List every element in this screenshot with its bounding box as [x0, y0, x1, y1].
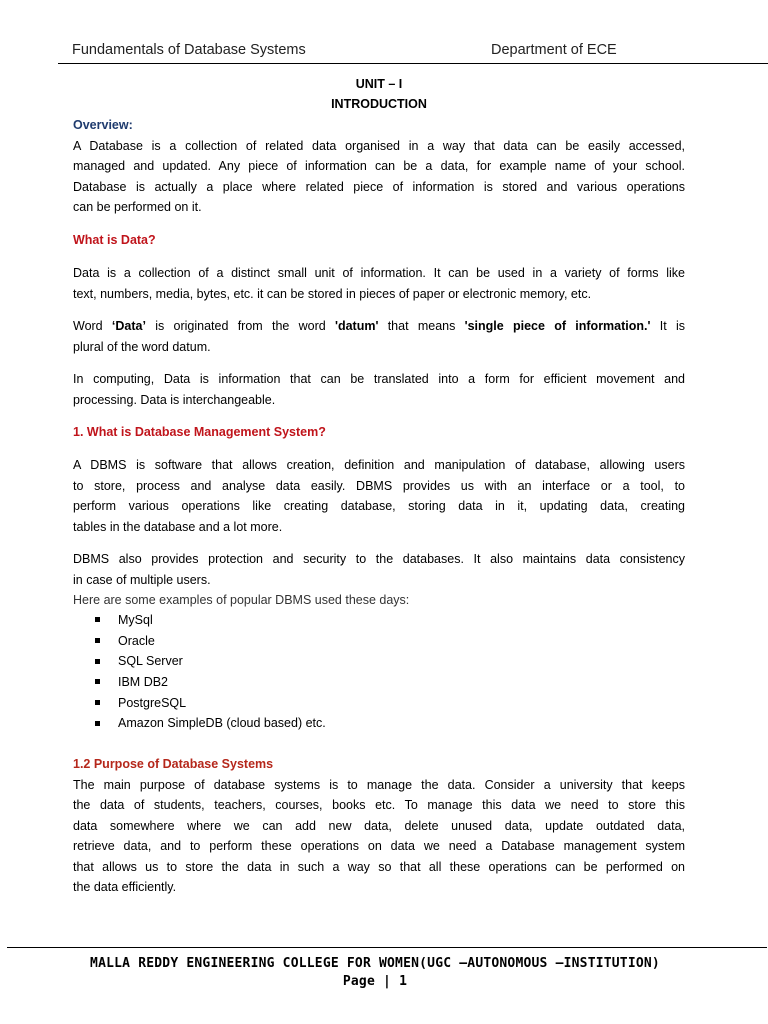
overview-line-1: A Database is a collection of related data organised in a way that data can be easily accessed, [73, 138, 685, 153]
list-item [95, 693, 326, 714]
dbms-examples-list [95, 610, 326, 734]
header-divider [58, 63, 768, 64]
p2-data-term: ‘Data’ [111, 319, 146, 333]
data-p3-line-2: processing. Data is interchangeable. [73, 392, 276, 407]
purpose-line-3: data somewhere where we can add new data, delete unused data, update outdated data, [73, 818, 685, 833]
header-course-title: Fundamentals of Database Systems [72, 42, 306, 58]
list-item-label: MySql [118, 613, 153, 627]
bullet-icon [95, 638, 100, 643]
data-p1-line-2: text, numbers, media, bytes, etc. it can be stored in pieces of paper or electronic memory, etc. [73, 286, 592, 301]
p2-text: is originated from the word [145, 319, 335, 333]
p2-text-2: that means [378, 319, 465, 333]
bullet-icon [95, 617, 100, 622]
dbms-p2-line-1: DBMS also provides protection and security to the databases. It also maintains data consistency [73, 552, 685, 566]
p2-word: Word [73, 319, 112, 333]
chapter-title: INTRODUCTION [331, 97, 427, 111]
list-item-label: Amazon SimpleDB (cloud based) etc. [118, 716, 326, 731]
bullet-icon [95, 700, 100, 705]
dbms-heading: 1. What is Database Management System? [73, 425, 326, 439]
footer-college-name: MALLA REDDY ENGINEERING COLLEGE FOR WOMEN(UGC –AUTONOMOUS –INSTITUTION) [90, 956, 660, 971]
overview-line-2: managed and updated. Any piece of information can be a data, for example name of your school. [73, 159, 685, 173]
purpose-line-4: retrieve data, and to perform these operations on data we need a Database management system [73, 839, 685, 853]
dbms-p1-line-2: to store, process and analyse data easily. DBMS provides us with an interface or a tool, to [73, 478, 685, 493]
list-item [95, 672, 326, 693]
data-p1-line-1: Data is a collection of a distinct small unit of information. It can be used in a variety of forms like [73, 266, 685, 280]
list-item-label: SQL Server [118, 654, 183, 669]
data-p2-line-1 [73, 316, 685, 337]
overview-line-4: can be performed on it. [73, 200, 202, 214]
overview-heading: Overview: [73, 118, 133, 132]
overview-line-3: Database is actually a place where related piece of information is stored and various operations [73, 179, 685, 194]
page-separator: | [383, 974, 392, 989]
what-is-data-heading: What is Data? [73, 233, 156, 247]
data-p3-line-1: In computing, Data is information that can be translated into a form for efficient movement and [73, 372, 685, 386]
purpose-section [73, 754, 685, 898]
overview-section [73, 115, 685, 218]
bullet-icon [95, 659, 100, 664]
purpose-line-5: that allows us to store the data in such a way so that all these operations can be performed on [73, 859, 685, 874]
dbms-heading-block [73, 422, 685, 443]
p2-text-3: It is [650, 319, 685, 333]
list-item-label: PostgreSQL [118, 695, 187, 710]
page-number-block [0, 974, 750, 989]
dbms-p1-line-4: tables in the database and a lot more. [73, 519, 283, 534]
dbms-paragraph-2 [73, 549, 685, 611]
page-number: 1 [399, 974, 408, 989]
purpose-line-6: the data efficiently. [73, 880, 177, 894]
purpose-line-1: The main purpose of database systems is to manage the data. Consider a university that keeps [73, 777, 685, 792]
data-paragraph-3 [73, 369, 685, 410]
dbms-p1-line-1: A DBMS is software that allows creation, definition and manipulation of database, allowing users [73, 458, 685, 472]
p2-datum-term: 'datum' [334, 319, 379, 333]
list-item [95, 610, 326, 631]
dbms-examples-intro: Here are some examples of popular DBMS used these days: [73, 593, 410, 607]
p2-definition: 'single piece of information.' [464, 319, 651, 333]
bullet-icon [95, 721, 100, 726]
purpose-line-2: the data of students, teachers, courses, books etc. To manage this data we need to store this [73, 798, 685, 812]
list-item [95, 713, 326, 734]
list-item-label: IBM DB2 [118, 675, 169, 690]
dbms-p2-line-2: in case of multiple users. [73, 572, 211, 587]
list-item-label: Oracle [118, 633, 155, 648]
bullet-icon [95, 679, 100, 684]
dbms-p1-line-3: perform various operations like creating database, storing data in it, updating data, creating [73, 499, 685, 513]
dbms-paragraph-1 [73, 455, 685, 537]
data-paragraph-2 [73, 316, 685, 357]
list-item [95, 631, 326, 652]
footer-divider [7, 947, 767, 948]
data-p2-line-2: plural of the word datum. [73, 339, 211, 354]
header-department: Department of ECE [491, 42, 617, 58]
what-is-data-heading-block [73, 230, 685, 251]
purpose-heading: 1.2 Purpose of Database Systems [73, 757, 274, 771]
data-paragraph-1 [73, 263, 685, 304]
unit-title: UNIT – I [355, 77, 403, 91]
page-label: Page [342, 974, 375, 989]
list-item [95, 651, 326, 672]
